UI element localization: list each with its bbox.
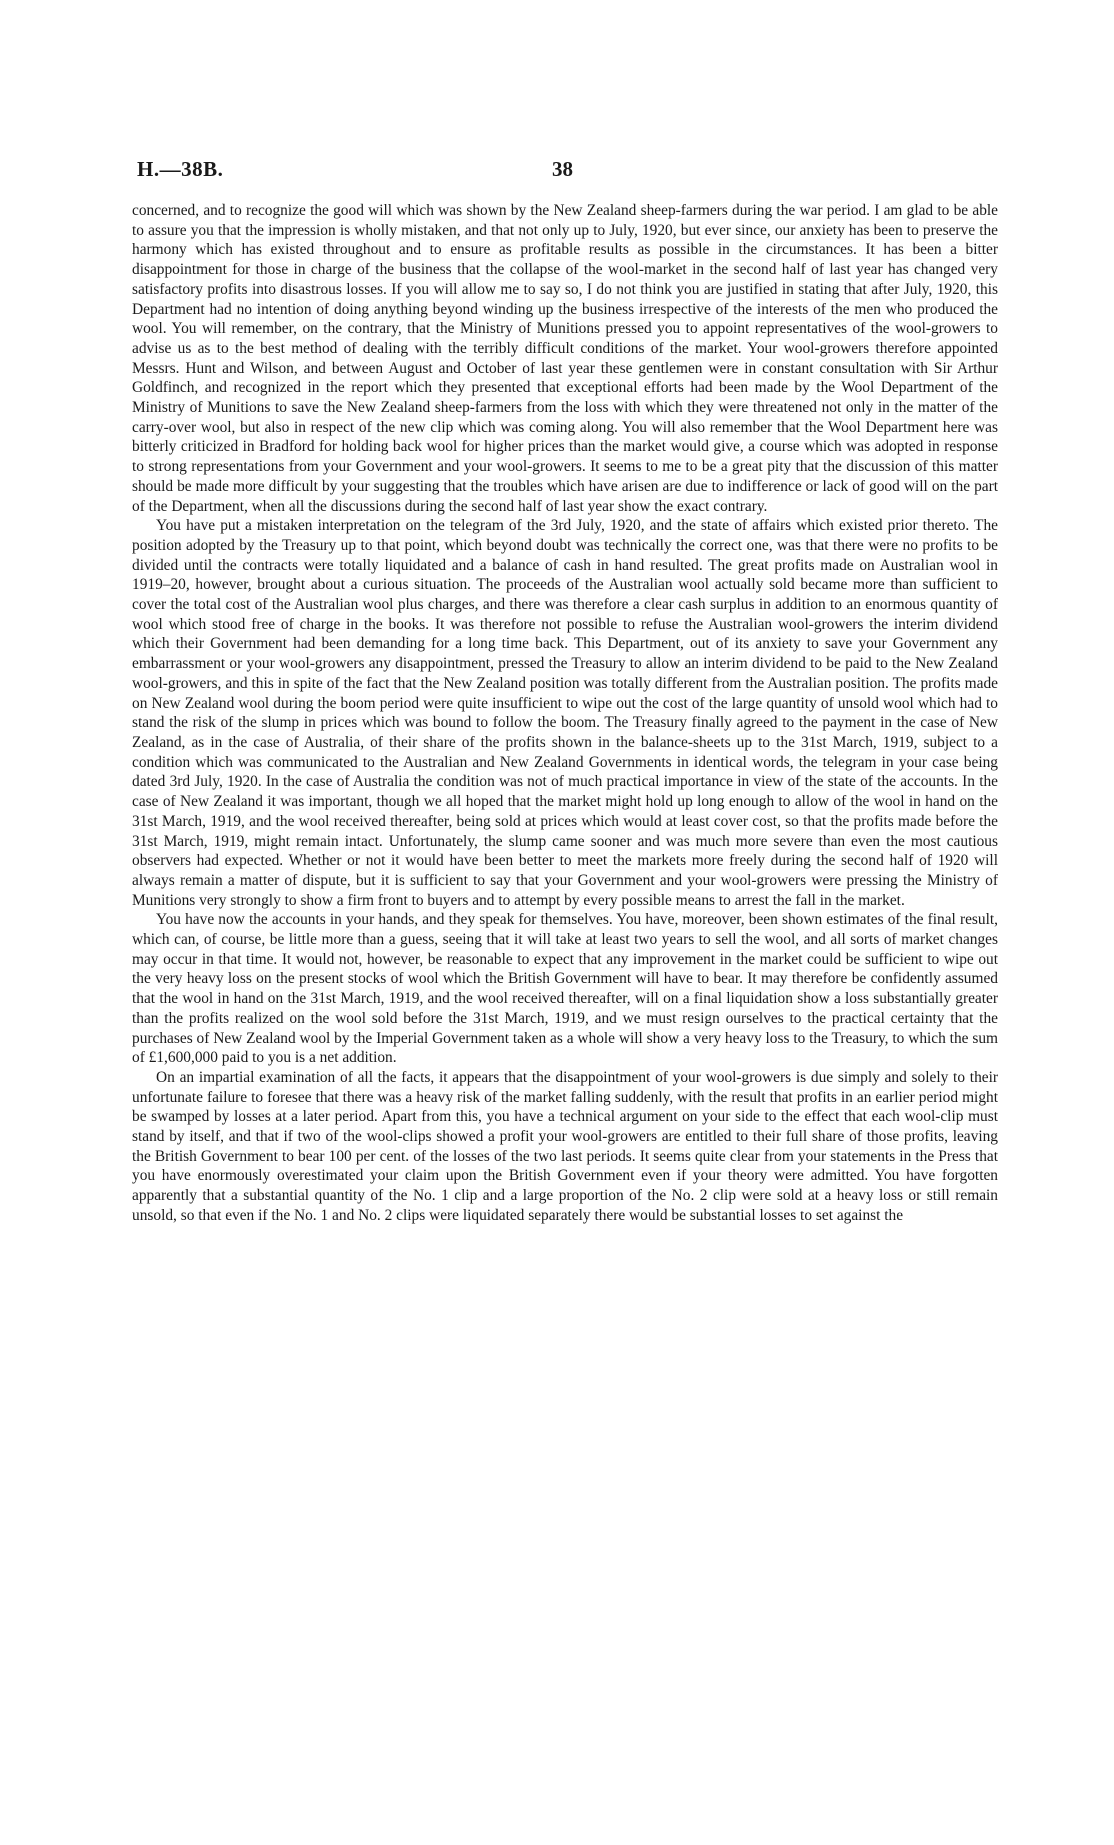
body-text (132, 201, 998, 1226)
paragraph: On an impartial examination of all the facts, it appears that the disappointment of your wool-growers is due simply and solely to their unfortunate failure to foresee that there was a heavy risk of the market falling suddenly, with the result that profits in an earlier period might be swamped by losses at a later period. Apart from this, you have a technical argument on your side to the effect that each wool-clip must stand by itself, and that if two of the wool-clips showed a profit your wool-growers are entitled to their full share of those profits, leaving the British Government to bear 100 per cent. of the losses of the two last periods. It seems quite clear from your statements in the Press that you have enormously overestimated your claim upon the British Government even if your theory were admitted. You have forgotten apparently that a substantial quantity of the No. 1 clip and a large proportion of the No. 2 clip were sold at a heavy loss or still remain unsold, so that even if the No. 1 and No. 2 clips were liquidated separately there would be substantial losses to set against the (132, 1068, 998, 1224)
page-number: 38 (552, 157, 573, 181)
paragraph: You have put a mistaken interpretation on the telegram of the 3rd July, 1920, and the state of affairs which existed prior thereto. The position adopted by the Treasury up to that point, which beyond doubt was technically the correct one, was that there were no profits to be divided until the contracts were totally liquidated and a balance of cash in hand resulted. The great profits made on Australian wool in 1919–20, however, brought about a curious situation. The proceeds of the Australian wool actually sold became more than sufficient to cover the total cost of the Australian wool plus charges, and there was therefore a clear cash surplus in addition to an enormous quantity of wool which stood free of charge in the books. It was therefore not possible to refuse the Australian wool-growers the interim dividend which their Government had been demanding for a long time back. This Department, out of its anxiety to save your Government any embarrassment or your wool-growers any disappointment, pressed the Treasury to allow an interim dividend to be paid to the New Zealand wool-growers, and this in spite of the fact that the New Zealand position was totally different from the Australian position. The profits made on New Zealand wool during the boom period were quite insufficient to wipe out the cost of the large quantity of unsold wool which had to stand the risk of the slump in prices which was bound to follow the boom. The Treasury finally agreed to the payment in the case of New Zealand, as in the case of Australia, of their share of the profits shown in the balance-sheets up to the 31st March, 1919, subject to a condition which was communicated to the Australian and New Zealand Governments in identical words, the telegram in your case being dated 3rd July, 1920. In the case of Australia the condition was not of much practical importance in view of the state of the accounts. In the case of New Zealand it was important, though we all hoped that the market might hold up long enough to allow of the wool in hand on the 31st March, 1919, and the wool received thereafter, being sold at prices which would at least cover cost, so that the profits made before the 31st March, 1919, might remain intact. Unfortunately, the slump came sooner and was much more severe than even the most cautious observers had expected. Whether or not it would have been better to meet the markets more freely during the second half of 1920 will always remain a matter of dispute, but it is sufficient to say that your Government and your wool-growers were pressing the Ministry of Munitions very strongly to show a firm front to buyers and to attempt by every possible means to arrest the fall in the market. (132, 517, 998, 909)
document-reference: H.—38B. (137, 157, 224, 181)
page-header (137, 157, 997, 185)
paragraph: You have now the accounts in your hands, and they speak for themselves. You have, moreover, been shown estimates of the final result, which can, of course, be little more than a guess, seeing that it will take at least two years to sell the wool, and all sorts of market changes may occur in that time. It would not, however, be reasonable to expect that any improvement in the market could be sufficient to wipe out the very heavy loss on the present stocks of wool which the British Government will have to bear. It may therefore be confidently assumed that the wool in hand on the 31st March, 1919, and the wool received thereafter, will on a final liquidation show a loss substantially greater than the profits realized on the wool sold before the 31st March, 1919, and we must resign ourselves to the practical certainty that the purchases of New Zealand wool by the Imperial Government taken as a whole will show a very heavy loss to the Treasury, to which the sum of £1,600,000 paid to you is a net addition. (132, 911, 998, 1067)
paragraph: concerned, and to recognize the good will which was shown by the New Zealand sheep-farmers during the war period. I am glad to be able to assure you that the impression is wholly mistaken, and that not only up to July, 1920, but ever since, our anxiety has been to preserve the harmony which has existed throughout and to ensure as profitable results as possible in the circumstances. It has been a bitter disappointment for those in charge of the business that the collapse of the wool-market in the second half of last year has changed very satisfactory profits into disastrous losses. If you will allow me to say so, I do not think you are justified in stating that after July, 1920, this Department had no intention of doing anything beyond winding up the business irrespective of the interests of the men who produced the wool. You will remember, on the contrary, that the Ministry of Munitions pressed you to appoint representatives of the wool-growers to advise us as to the best method of dealing with the terribly difficult conditions of the market. Your wool-growers therefore appointed Messrs. Hunt and Wilson, and between August and October of last year these gentlemen were in constant consultation with Sir Arthur Goldfinch, and recognized in the report which they presented that exceptional efforts had been made by the Wool Department of the Ministry of Munitions to save the New Zealand sheep-farmers from the loss with which they were threatened not only in the matter of the carry-over wool, but also in respect of the new clip which was coming along. You will also remember that the Wool Department here was bitterly criticized in Bradford for holding back wool for higher prices than the market would give, a course which was adopted in response to strong representations from your Government and your wool-growers. It seems to me to be a great pity that the discussion of this matter should be made more difficult by your suggesting that the troubles which have arisen are due to indifference or lack of good will on the part of the Department, when all the discussions during the second half of last year show the exact contrary. (132, 202, 998, 515)
